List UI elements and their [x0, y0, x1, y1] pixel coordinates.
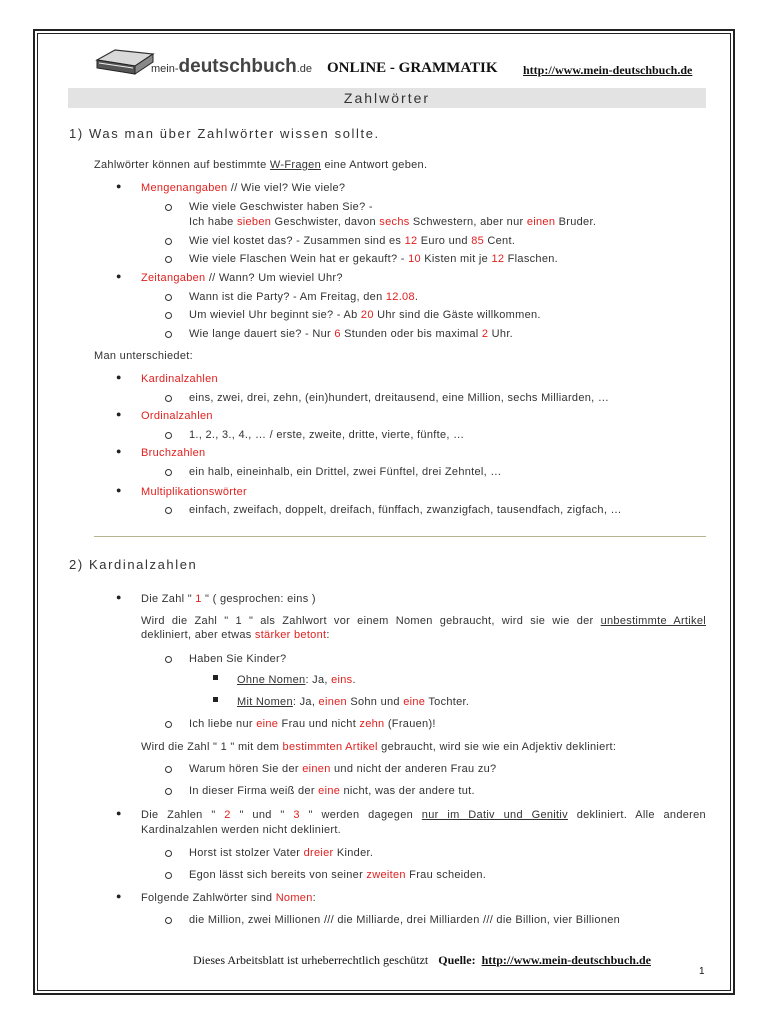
circle-bullet-icon: [165, 312, 172, 319]
kardinalzahlen-examples: eins, zwei, drei, zehn, (ein)hundert, dreitausend, eine Million, sechs Milliarden, …: [189, 392, 610, 404]
ordinalzahlen-examples: 1., 2., 3., 4., … / erste, zweite, dritte, vierte, fünfte, …: [189, 429, 465, 441]
page-footer: Dieses Arbeitsblatt ist urheberrechtlich geschützt Quelle: http://www.mein-deutschbuch.de: [193, 953, 651, 967]
circle-bullet-icon: [165, 294, 172, 301]
example-dauer: Wie lange dauert sie? - Nur 6 Stunden oder bis maximal 2 Uhr.: [189, 328, 514, 340]
circle-bullet-icon: [165, 204, 172, 211]
bullet-icon: ●: [116, 808, 122, 818]
zahlwoerter-nomen-heading: Folgende Zahlwörter sind Nomen:: [141, 892, 317, 904]
list-item-zeitangaben: Zeitangaben // Wann? Um wieviel Uhr?: [141, 272, 343, 284]
bruchzahlen-examples: ein halb, eineinhalb, ein Drittel, zwei Fünftel, drei Zehntel, …: [189, 466, 502, 478]
example-uhrzeit: Um wieviel Uhr beginnt sie? - Ab 20 Uhr sind die Gäste willkommen.: [189, 309, 541, 321]
w-fragen-link[interactable]: W-Fragen: [269, 159, 322, 171]
circle-bullet-icon: [165, 256, 172, 263]
zahl-eins-rule-line2: dekliniert, aber etwas stärker betont:: [141, 629, 330, 641]
bullet-icon: ●: [116, 409, 122, 419]
bestimmter-artikel-rule: Wird die Zahl " 1 " mit dem bestimmten Artikel gebraucht, wird sie wie ein Adjektiv dekliniert:: [141, 741, 617, 753]
multiplikationswoerter-label: Multiplikationswörter: [141, 486, 247, 498]
example-frau: Ich liebe nur eine Frau und nicht zehn (Frauen)!: [189, 718, 436, 730]
section-divider: [94, 536, 706, 537]
circle-bullet-icon: [165, 395, 172, 402]
book-logo-icon: [95, 46, 155, 78]
site-title: ONLINE - GRAMMATIK: [327, 60, 498, 76]
circle-bullet-icon: [165, 656, 172, 663]
circle-bullet-icon: [165, 432, 172, 439]
example-egon: Egon lässt sich bereits von seiner zweiten Frau scheiden.: [189, 869, 487, 881]
square-bullet-icon: [213, 675, 218, 680]
bullet-icon: ●: [116, 891, 122, 901]
circle-bullet-icon: [165, 766, 172, 773]
bruchzahlen-label: Bruchzahlen: [141, 447, 206, 459]
circle-bullet-icon: [165, 331, 172, 338]
example-ohne-nomen: Ohne Nomen: Ja, eins.: [237, 674, 356, 686]
example-million-milliarde: die Million, zwei Millionen /// die Milliarde, drei Milliarden /// die Billion, vier Billionen: [189, 914, 621, 926]
zahlen-zwei-drei-rule-line1: Die Zahlen " 2 " und " 3 " werden dagegen nur im Dativ und Genitiv dekliniert. Alle anderen: [141, 809, 706, 821]
example-kinder-question: Haben Sie Kinder?: [189, 653, 287, 665]
circle-bullet-icon: [165, 507, 172, 514]
example-geschwister-question: Wie viele Geschwister haben Sie? -: [189, 201, 373, 213]
example-party: Wann ist die Party? - Am Freitag, den 12.08.: [189, 291, 419, 303]
example-zuhoeren: Warum hören Sie der einen und nicht der anderen Frau zu?: [189, 763, 497, 775]
page-header: [95, 42, 695, 82]
example-geschwister-answer: Ich habe sieben Geschwister, davon sechs Schwestern, aber nur einen Bruder.: [189, 216, 597, 228]
circle-bullet-icon: [165, 721, 172, 728]
bullet-icon: ●: [116, 446, 122, 456]
zahl-eins-rule-line1: Wird die Zahl " 1 " als Zahlwort vor einem Nomen gebraucht, wird sie wie der unbestimmte Artikel: [141, 615, 706, 627]
circle-bullet-icon: [165, 788, 172, 795]
circle-bullet-icon: [165, 238, 172, 245]
bullet-icon: ●: [116, 271, 122, 281]
bullet-icon: ●: [116, 181, 122, 191]
example-flaschen: Wie viele Flaschen Wein hat er gekauft? - 10 Kisten mit je 12 Flaschen.: [189, 253, 559, 265]
example-mit-nomen: Mit Nomen: Ja, einen Sohn und eine Tochter.: [237, 696, 470, 708]
bullet-icon: ●: [116, 592, 122, 602]
section-2-heading: 2) Kardinalzahlen: [69, 557, 198, 572]
ordinalzahlen-label: Ordinalzahlen: [141, 410, 213, 422]
page-number: 1: [699, 966, 705, 977]
document-title: Zahlwörter: [68, 88, 706, 108]
example-firma: In dieser Firma weiß der eine nicht, was der andere tut.: [189, 785, 475, 797]
example-kosten: Wie viel kostet das? - Zusammen sind es 12 Euro und 85 Cent.: [189, 235, 516, 247]
man-unterscheidet-text: Man unterschiedet:: [94, 350, 193, 362]
bullet-icon: ●: [116, 485, 122, 495]
circle-bullet-icon: [165, 917, 172, 924]
zahlen-zwei-drei-rule-line2: Kardinalzahlen werden nicht dekliniert.: [141, 824, 342, 836]
bullet-icon: ●: [116, 372, 122, 382]
zahl-eins-heading: Die Zahl " 1 " ( gesprochen: eins ): [141, 593, 316, 605]
section-1-heading: 1) Was man über Zahlwörter wissen sollte.: [69, 126, 380, 141]
circle-bullet-icon: [165, 850, 172, 857]
multiplikationswoerter-examples: einfach, zweifach, doppelt, dreifach, fünffach, zwanzigfach, tausendfach, zigfach, …: [189, 504, 622, 516]
circle-bullet-icon: [165, 469, 172, 476]
square-bullet-icon: [213, 697, 218, 702]
footer-source-link[interactable]: http://www.mein-deutschbuch.de: [481, 953, 651, 967]
circle-bullet-icon: [165, 872, 172, 879]
list-item-mengenangaben: Mengenangaben // Wie viel? Wie viele?: [141, 182, 346, 194]
example-horst: Horst ist stolzer Vater dreier Kinder.: [189, 847, 374, 859]
logo-wordmark: mein-deutschbuch.de: [151, 56, 313, 77]
section-1-intro: Zahlwörter können auf bestimmte W-Fragen eine Antwort geben.: [94, 159, 428, 171]
kardinalzahlen-label: Kardinalzahlen: [141, 373, 218, 385]
header-site-link[interactable]: http://www.mein-deutschbuch.de: [523, 63, 693, 77]
